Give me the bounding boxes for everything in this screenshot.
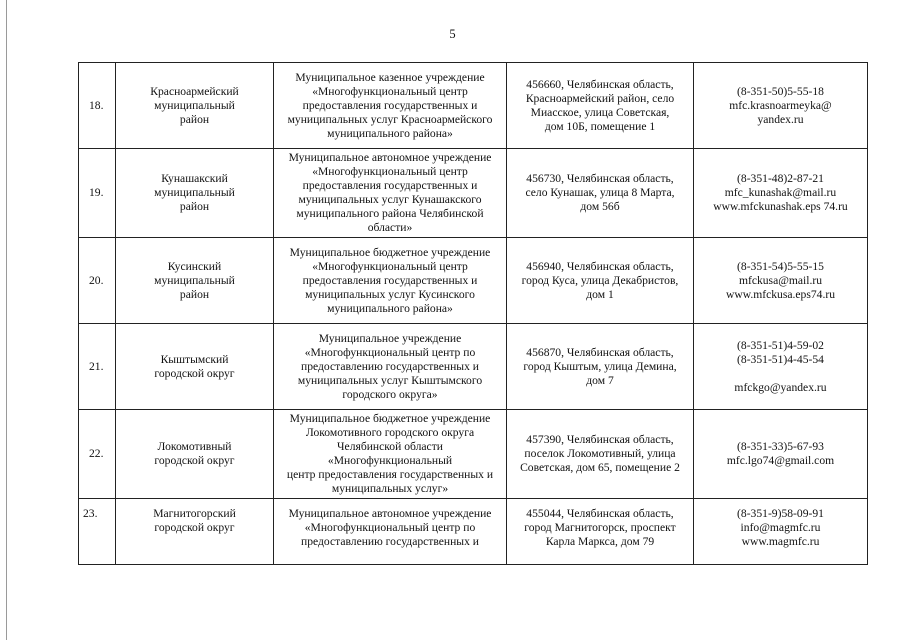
address-text: 456940, Челябинская область, город Куса, улица Декабристов, дом 1 [521, 259, 679, 301]
institution-cell [274, 238, 507, 324]
address-text: 456870, Челябинская область, город Кыштым, улица Демина, дом 7 [523, 345, 677, 387]
address-cell [507, 149, 694, 238]
contacts-text: (8-351-51)4-59-02 (8-351-51)4-45-54 mfckgo@yandex.ru [734, 338, 827, 394]
institution-cell [274, 324, 507, 410]
district-name: Красноармейский муниципальный район [150, 84, 239, 126]
contacts-cell [694, 238, 868, 324]
contacts-text: (8-351-33)5-67-93 mfc.lgo74@gmail.com [726, 440, 835, 467]
row-number: 22. [79, 410, 116, 499]
mfc-registry-table [78, 62, 868, 565]
institution-name: Муниципальное автономное учреждение «Многофункциональный центр предоставления государственных и муниципальных услуг Кунашакского муниципального района Челябинской области» [288, 151, 492, 234]
institution-name: Муниципальное казенное учреждение «Многофункциональный центр предоставления государственных и муниципальных услуг Красноармейского муниципального района» [287, 70, 493, 140]
institution-name: Муниципальное автономное учреждение «Многофункциональный центр по предоставлению государственных и [288, 507, 492, 548]
page-number: 5 [449, 27, 456, 41]
district-cell [116, 499, 274, 565]
district-cell [116, 324, 274, 410]
institution-name: Муниципальное учреждение «Многофункциональный центр по предоставлению государственных и муниципальных услуг Кыштымского городского округа» [297, 331, 483, 401]
contacts-text: (8-351-9)58-09-91 info@magmfc.ru www.magmfc.ru [737, 507, 824, 548]
district-cell [116, 149, 274, 238]
scan-edge-line [6, 0, 7, 640]
row-number: 18. [79, 63, 116, 149]
row-number: 19. [79, 149, 116, 238]
district-name: Кусинский муниципальный район [154, 259, 235, 301]
district-name: Кунашакский муниципальный район [154, 172, 235, 213]
table-row [79, 410, 868, 499]
contacts-text: (8-351-50)5-55-18 mfc.krasnoarmeyka@ yandex.ru [729, 84, 832, 126]
row-number: 23. [79, 499, 116, 565]
row-number: 20. [79, 238, 116, 324]
table-row [79, 238, 868, 324]
address-cell [507, 63, 694, 149]
district-cell [116, 238, 274, 324]
contacts-cell [694, 499, 868, 565]
address-cell [507, 499, 694, 565]
table-row [79, 499, 868, 565]
row-number: 21. [79, 324, 116, 410]
address-text: 456660, Челябинская область, Красноармейский район, село Миасское, улица Советская, дом 10Б, помещение 1 [525, 77, 675, 133]
contacts-text: (8-351-48)2-87-21 mfc_kunashak@mail.ru www.mfckunashak.eps 74.ru [713, 172, 848, 213]
address-text: 456730, Челябинская область, село Кунашак, улица 8 Марта, дом 56б [525, 172, 675, 213]
institution-cell [274, 499, 507, 565]
institution-cell [274, 149, 507, 238]
address-cell [507, 324, 694, 410]
district-name: Кыштымский городской округ [154, 352, 235, 380]
institution-name: Муниципальное бюджетное учреждение Локомотивного городского округа Челябинской области «Многофункциональный центр предоставления государственных и муниципальных услуг» [286, 412, 494, 495]
contacts-cell [694, 63, 868, 149]
contacts-cell [694, 410, 868, 499]
district-cell [116, 63, 274, 149]
institution-cell [274, 63, 507, 149]
district-cell [116, 410, 274, 499]
address-cell [507, 238, 694, 324]
table-row [79, 63, 868, 149]
address-cell [507, 410, 694, 499]
district-name: Магнитогорский городской округ [153, 507, 236, 534]
institution-name: Муниципальное бюджетное учреждение «Многофункциональный центр предоставления государственных и муниципальных услуг Кусинского муниципального района» [289, 245, 491, 315]
table-row [79, 324, 868, 410]
contacts-cell [694, 149, 868, 238]
address-text: 455044, Челябинская область, город Магнитогорск, проспект Карла Маркса, дом 79 [524, 507, 676, 548]
table-row [79, 149, 868, 238]
institution-cell [274, 410, 507, 499]
district-name: Локомотивный городской округ [154, 440, 235, 467]
contacts-cell [694, 324, 868, 410]
contacts-text: (8-351-54)5-55-15 mfckusa@mail.ru www.mfckusa.eps74.ru [725, 259, 836, 301]
address-text: 457390, Челябинская область, поселок Локомотивный, улица Советская, дом 65, помещение 2 [520, 433, 680, 474]
